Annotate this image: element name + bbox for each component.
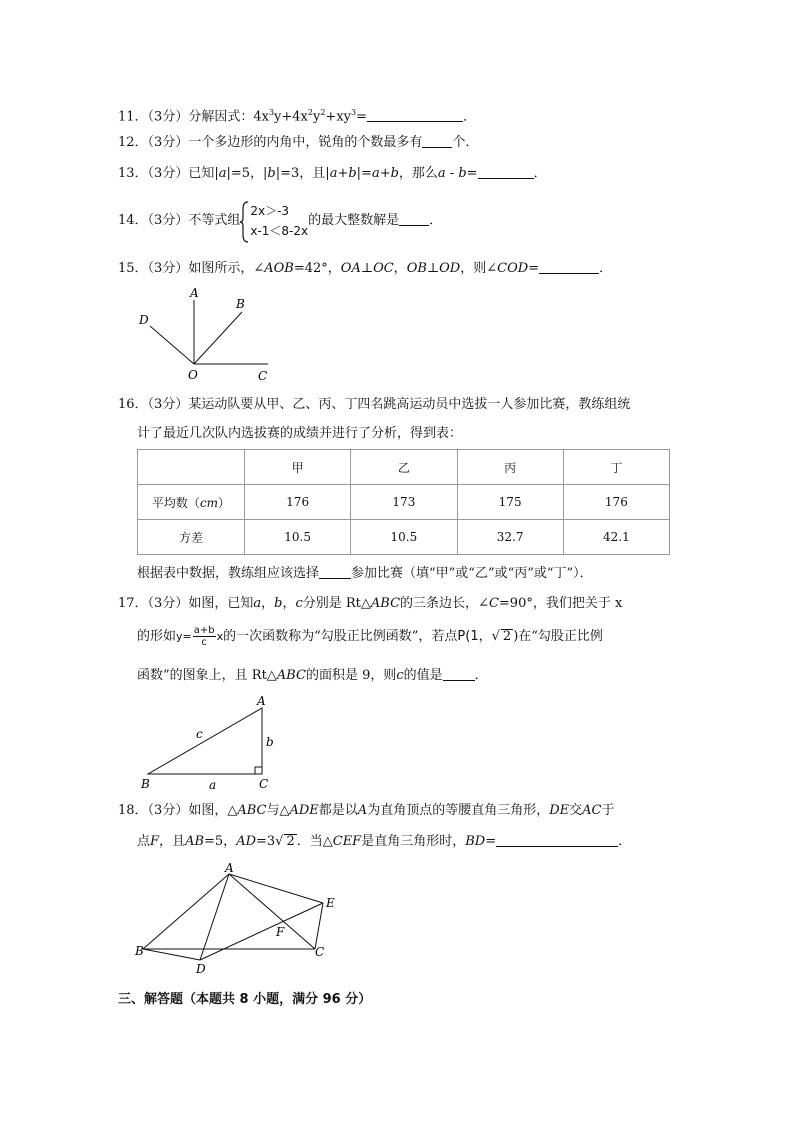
q18-text-1a: 如图，△ xyxy=(188,803,238,818)
q17-fraction-numerator: a+b xyxy=(193,625,215,636)
q17-end: ． xyxy=(474,668,488,683)
q13-sum-2: a+b xyxy=(371,166,399,181)
table-cell: 10.5 xyxy=(245,520,351,555)
q17-text-2a: 的形如 xyxy=(137,629,177,644)
table-row-label xyxy=(138,485,245,520)
q18-label-f: F xyxy=(276,925,285,939)
q18-text-2e: ．当△ xyxy=(296,834,333,849)
q12-score: （3分） xyxy=(147,135,189,150)
q13-number: 13． xyxy=(118,166,148,181)
q13-text-a: 已知| xyxy=(188,166,219,181)
question-18-line-1 xyxy=(118,802,615,820)
q18-text-1b: 与△ xyxy=(266,803,290,818)
q17-text-1c: 的三条边长， xyxy=(400,596,479,611)
q15-text-c: =42°， xyxy=(293,261,341,276)
q18-label-b: B xyxy=(135,944,144,958)
q17-angle-c: ∠C xyxy=(478,596,499,611)
q13-text-e: |= xyxy=(356,166,372,181)
q17-formula-y: y= xyxy=(176,630,192,643)
q17-var-a: a xyxy=(253,596,262,611)
q17-fraction-denominator: c xyxy=(201,637,207,648)
q18-label-c: C xyxy=(315,945,325,959)
q17-text-3a: 函数”的图象上，且 Rt△ xyxy=(137,668,277,683)
q17-point-close: ) xyxy=(513,629,519,644)
q18-label-a: A xyxy=(225,861,234,875)
left-brace-icon xyxy=(240,201,249,243)
question-17-line-3 xyxy=(137,667,488,685)
q16-text-after-a: 根据表中数据，教练组应该选择 xyxy=(137,566,320,581)
q18-cef: CEF xyxy=(332,834,362,849)
q11-answer-blank xyxy=(367,108,463,122)
q11-term-y: y xyxy=(312,109,321,125)
q18-sqrt-2: 2 xyxy=(286,834,295,849)
q16-text-line-2: 计了最近几次队内选拔赛的成绩并进行了分析，得到表： xyxy=(137,426,463,441)
q18-number: 18． xyxy=(118,803,148,818)
q12-end: 个． xyxy=(452,135,479,150)
q17-text-2c: 在“勾股正比例 xyxy=(518,629,603,644)
q16-score: （3分） xyxy=(147,397,189,412)
q13-var-b: b xyxy=(267,166,276,181)
q15-text-k: ，则 xyxy=(460,261,487,276)
q18-label-e: E xyxy=(326,896,335,910)
q18-answer-blank xyxy=(496,833,618,847)
q18-text-1e: 交 xyxy=(569,803,583,818)
q18-var-f: F xyxy=(150,834,160,849)
q18-end: ． xyxy=(618,834,632,849)
q13-text-b: |=5，| xyxy=(226,166,268,181)
q13-eq: = xyxy=(466,166,478,181)
q17-label-a-vertex: A xyxy=(257,694,266,708)
q14-answer-blank xyxy=(399,212,429,226)
q15-answer-blank xyxy=(539,260,599,274)
q15-angle-cod: ∠COD xyxy=(486,261,529,276)
table-header-cell: 丙 xyxy=(457,450,563,485)
row-label-unit: cm xyxy=(199,495,219,510)
question-14 xyxy=(118,200,442,242)
q15-label-o: O xyxy=(188,368,198,382)
q15-label-b: B xyxy=(236,297,245,311)
q15-angle-figure xyxy=(130,282,290,386)
q18-ab: AB xyxy=(185,834,205,849)
q17-text-1d: =90°，我们把关于 x xyxy=(498,596,623,611)
q14-end: ． xyxy=(429,213,443,228)
q18-bd: BD xyxy=(465,834,486,849)
q18-segment-ae xyxy=(229,874,323,903)
q11-number: 11． xyxy=(118,109,148,125)
q14-inequality-system xyxy=(240,201,308,241)
q17-var-b: b xyxy=(274,596,283,611)
q15-text-a: 如图所示， xyxy=(188,261,254,276)
q17-formula-x: x xyxy=(216,630,224,643)
q18-text-2a: 点 xyxy=(137,834,151,849)
table-header-row xyxy=(138,450,670,485)
question-16-line-3 xyxy=(137,565,593,583)
q17-number: 17． xyxy=(118,596,148,611)
q11-term: y+4x xyxy=(274,109,308,125)
q15-ob: OB xyxy=(406,261,427,276)
q18-text-2d: =3 xyxy=(256,834,276,849)
q18-abc: ABC xyxy=(237,803,267,818)
q12-answer-blank xyxy=(422,134,452,148)
q17-fraction xyxy=(193,625,216,648)
table-cell: 176 xyxy=(563,485,669,520)
q15-angle-aob: ∠AOB xyxy=(253,261,294,276)
question-15 xyxy=(118,260,612,278)
q17-abc: ABC xyxy=(370,596,401,611)
table-header-cell xyxy=(138,450,245,485)
q18-text-1c: 都是以 xyxy=(318,803,358,818)
table-cell: 32.7 xyxy=(457,520,563,555)
q13-diff: a - b xyxy=(437,166,467,181)
q15-oc: OC xyxy=(373,261,394,276)
q15-comma: ， xyxy=(393,261,407,276)
q17-text-1a: 如图，已知 xyxy=(188,596,254,611)
q18-segment-de xyxy=(200,903,323,960)
table-header-cell: 甲 xyxy=(245,450,351,485)
q17-text-2b: 的一次函数称为“勾股正比例函数”，若点 xyxy=(223,629,458,644)
table-header-cell: 乙 xyxy=(351,450,457,485)
table-header-cell: 丁 xyxy=(563,450,669,485)
q17-triangle xyxy=(148,708,262,774)
q11-exp-2b: 2 xyxy=(320,108,326,117)
q15-ray-od xyxy=(150,326,194,364)
q11-text: 分解因式：4x xyxy=(188,109,269,125)
q13-var-a: a xyxy=(218,166,227,181)
q17-sqrt-2: 2 xyxy=(502,629,512,644)
q15-eq: = xyxy=(528,261,540,276)
q15-label-a: A xyxy=(190,286,199,300)
q15-perp-1: ⊥ xyxy=(360,261,374,276)
q14-score: （3分） xyxy=(147,213,189,228)
q14-text-pre: 不等式组 xyxy=(188,213,241,228)
q16-number: 16． xyxy=(118,397,148,412)
q16-text-line-1: 某运动队要从甲、乙、丙、丁四名跳高运动员中选拔一人参加比赛，教练组统 xyxy=(188,397,631,412)
table-row xyxy=(138,520,670,555)
q12-text: 一个多边形的内角中，锐角的个数最多有 xyxy=(188,135,423,150)
q18-segment-bd xyxy=(143,949,200,960)
table-row-label: 方差 xyxy=(138,520,245,555)
q17-triangle-figure xyxy=(136,692,286,792)
q18-text-1d: 为直角顶点的等腰直角三角形， xyxy=(367,803,550,818)
q17-text-3b: 的面积是 9，则 xyxy=(305,668,397,683)
table-cell: 173 xyxy=(351,485,457,520)
q13-score: （3分） xyxy=(147,166,189,181)
row-label-close: ） xyxy=(218,495,231,510)
table-cell: 42.1 xyxy=(563,520,669,555)
question-17-line-1 xyxy=(118,595,622,613)
q17-score: （3分） xyxy=(147,596,189,611)
q18-segment-ac xyxy=(229,874,315,949)
question-18-line-2: 点F，且AB=5，AD=3√ 2 ．当△CEF是直角三角形时，BD= ． xyxy=(137,834,632,849)
question-16-line-1 xyxy=(118,396,630,414)
q14-number: 14． xyxy=(118,213,148,228)
q13-end: ． xyxy=(533,166,547,181)
q11-end: ． xyxy=(463,109,477,125)
q17-var-c-2: c xyxy=(396,668,404,683)
q17-abc-2: ABC xyxy=(276,668,306,683)
q18-text-1f: 于 xyxy=(601,803,615,818)
q11-exp-2a: 2 xyxy=(307,108,313,117)
q12-number: 12． xyxy=(118,135,148,150)
q13-answer-blank xyxy=(478,165,534,179)
q11-score: （3分） xyxy=(147,109,189,125)
row-label-text: 平均数（ xyxy=(151,495,200,510)
q15-label-d: D xyxy=(139,313,149,327)
q18-score: （3分） xyxy=(147,803,189,818)
table-cell: 176 xyxy=(245,485,351,520)
question-17-line-2: 的形如y= $\frac{a+b}{c}$ x的一次函数称为“勾股正比例函数”，若点P(1，√ 2 )在“勾股正比例 xyxy=(137,625,603,648)
q13-text-g: ，那么 xyxy=(398,166,438,181)
q16-text-after-b: 参加比赛（填“甲”或“乙”或“丙”或“丁”）． xyxy=(351,566,593,581)
q18-var-a: A xyxy=(357,803,368,818)
q11-exp-3: 3 xyxy=(268,108,275,117)
question-16-line-2 xyxy=(137,425,462,443)
q15-label-c: C xyxy=(258,369,268,383)
q11-eq: = xyxy=(356,109,367,125)
q17-text-3c: 的值是 xyxy=(403,668,443,683)
q14-text-post: 的最大整数解是 xyxy=(308,213,400,228)
q17-point-p: P(1， xyxy=(457,629,492,644)
q18-de: DE xyxy=(549,803,570,818)
question-12 xyxy=(118,134,478,152)
q17-label-side-b: b xyxy=(266,735,274,749)
q15-number: 15． xyxy=(118,261,148,276)
q17-var-c: c xyxy=(295,596,303,611)
q18-ad: AD xyxy=(236,834,256,849)
q17-label-b-vertex: B xyxy=(141,777,150,791)
q13-sum-1: a+b xyxy=(329,166,357,181)
q17-label-side-a: a xyxy=(209,778,217,792)
q15-oa: OA xyxy=(340,261,361,276)
q17-label-side-c: c xyxy=(196,727,203,741)
q14-inequality-1: 2x＞-3 xyxy=(250,203,290,218)
q15-score: （3分） xyxy=(147,261,189,276)
q17-comma-1: ， xyxy=(261,596,275,611)
q15-ray-ob xyxy=(194,312,242,364)
q18-text-2c: =5， xyxy=(204,834,237,849)
q18-text-2b: ，且 xyxy=(159,834,186,849)
q17-label-c-vertex: C xyxy=(259,777,269,791)
q18-label-d: D xyxy=(196,962,206,976)
q18-text-2f: 是直角三角形时， xyxy=(361,834,466,849)
question-13 xyxy=(118,165,547,183)
q15-end: ． xyxy=(599,261,613,276)
q15-od: OD xyxy=(439,261,461,276)
q13-text-c: |=3，且| xyxy=(275,166,330,181)
q17-answer-blank xyxy=(443,667,475,681)
right-angle-icon xyxy=(255,767,262,774)
table-row xyxy=(138,485,670,520)
q16-answer-blank xyxy=(319,565,351,579)
table-cell: 10.5 xyxy=(351,520,457,555)
q11-exp-3b: 3 xyxy=(351,108,357,117)
q14-inequality-2: x-1＜8-2x xyxy=(250,223,309,238)
q18-triangles-figure xyxy=(130,860,350,980)
q18-segment-ec xyxy=(315,903,323,949)
q17-text-1b: 分别是 Rt△ xyxy=(302,596,371,611)
q15-perp-2: ⊥ xyxy=(426,261,440,276)
q18-ade: ADE xyxy=(289,803,319,818)
table-cell: 175 xyxy=(457,485,563,520)
section-heading: 三、解答题（本题共 8 小题，满分 96 分） xyxy=(118,992,372,1007)
q18-ac: AC xyxy=(582,803,602,818)
question-11 xyxy=(118,104,476,126)
q11-term-xy: +xy xyxy=(325,109,351,125)
q16-score-table xyxy=(137,449,670,555)
q18-eq: = xyxy=(485,834,497,849)
q17-comma-2: ， xyxy=(282,596,296,611)
